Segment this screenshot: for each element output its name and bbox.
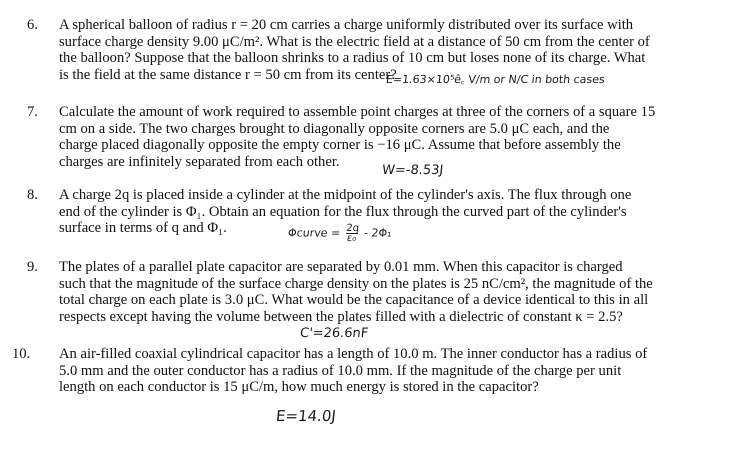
- problem-line: length on each conductor is 15 μC/m, how much energy is stored in the capacitor?: [59, 379, 539, 396]
- problem-line: surface charge density 9.00 μC/m². What is the electric field at a distance of 50 cm from the center of: [59, 33, 650, 50]
- problem-10: [12, 346, 712, 396]
- problem-number: 7.: [27, 104, 38, 120]
- problem-text: [59, 104, 727, 170]
- problem-line: A charge 2q is placed inside a cylinder at the midpoint of the cylinder's axis. The flux through one: [59, 187, 632, 203]
- flux-curve-label: Φcurve =: [287, 226, 341, 240]
- problem-line: A spherical balloon of radius r = 20 cm carries a charge uniformly distributed over its surface with: [59, 17, 634, 33]
- problem-line: Calculate the amount of work required to assemble point charges at three of the corners of a square 15: [59, 104, 656, 120]
- handwritten-answer-6: E=1.63×10⁵ê꜀ V/m or N/C in both cases: [385, 73, 606, 86]
- handwritten-answer-8: [287, 224, 392, 243]
- problem-line: The plates of a parallel plate capacitor are separated by 0.01 mm. When this capacitor is charged: [59, 259, 623, 275]
- problem-line: An air-filled coaxial cylindrical capacitor has a length of 10.0 m. The inner conductor has a radius of: [59, 346, 648, 362]
- problem-number: 10.: [12, 346, 31, 362]
- fraction-numerator: 2q: [345, 223, 360, 234]
- problem-7: [27, 104, 727, 170]
- problem-number: 9.: [27, 259, 38, 275]
- problem-line: surface in terms of q and Φ₁.: [59, 220, 227, 237]
- fraction: [345, 224, 360, 243]
- handwritten-answer-9: C'=26.6nF: [299, 326, 370, 341]
- problem-line: cm on a side. The two charges brought to diagonally opposite corners are 5.0 μC each, and the: [59, 120, 610, 137]
- problem-number: 6.: [27, 17, 38, 33]
- handwritten-answer-7: W=-8.53J: [381, 163, 445, 178]
- handwritten-answer-10: E=14.0J: [275, 407, 337, 425]
- problem-text: [59, 187, 727, 237]
- problem-line: charges are infinitely separated from each other.: [59, 153, 340, 170]
- problem-line: is the field at the same distance r = 50 cm from its center?: [59, 66, 397, 83]
- problem-9: [27, 259, 727, 325]
- problem-number: 8.: [27, 187, 38, 203]
- problem-line: the balloon? Suppose that the balloon shrinks to a radius of 10 cm but loses none of its charge. What: [59, 50, 646, 67]
- problem-line: respects except having the volume between the plates filled with a dielectric of constant κ = 2.5?: [59, 308, 623, 325]
- problem-text: [59, 346, 712, 396]
- fraction-denominator: ε₀: [346, 233, 357, 244]
- problem-line: charge placed diagonally opposite the empty corner is −16 μC. Assume that before assembly the: [59, 137, 621, 154]
- problem-line: such that the magnitude of the surface charge density on the plates is 25 nC/cm², the magnitude of the: [59, 275, 653, 292]
- problem-line: end of the cylinder is Φ₁. Obtain an equation for the flux through the curved part of the cylinder's: [59, 203, 627, 220]
- problem-text: [59, 259, 727, 325]
- problem-line: total charge on each plate is 3.0 μC. What would be the capacitance of a device identical to this in all: [59, 292, 649, 309]
- problem-line: 5.0 mm and the outer conductor has a radius of 10.0 mm. If the magnitude of the charge per unit: [59, 362, 622, 379]
- flux-end-term: - 2Φ₁: [363, 226, 393, 240]
- problem-6: [27, 17, 727, 83]
